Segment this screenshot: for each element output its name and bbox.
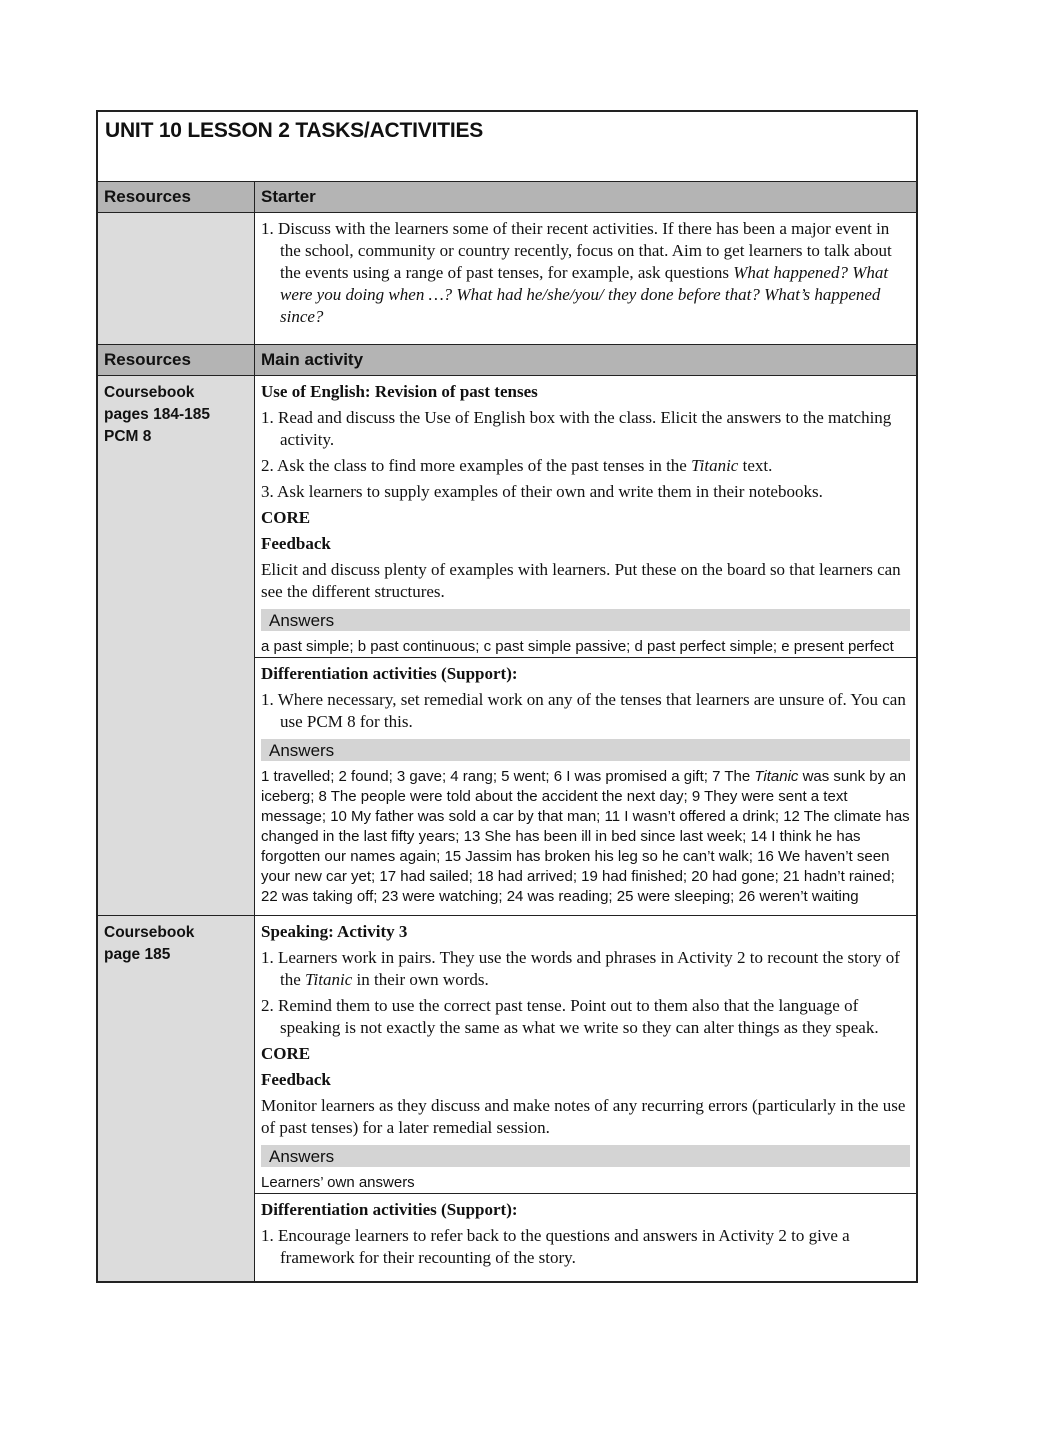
answers-part: was sunk by an iceberg; 8 The people were told about the accident the next day; 9 They were sent a text message; 10 My father was sold a car by that man; 11 I wasn’t offered a drink; 12 The climate has changed in the last fifty years; 13 She has been ill in bed since last week; 14 I think he has forgotten our names again; 15 Jassim has broken his leg so he can’t walk; 16 We haven’t seen your new car yet; 17 had sailed; 18 had arrived; 19 had finished; 20 had gone; 21 hadn’t rained; 22 was taking off; 23 were watching; 24 was reading; 25 were sleeping; 26 weren’t waiting [261,768,910,905]
item-text: 1. Learners work in pairs. They use the words and phrases in Activity 2 to recount the story of the [261,948,900,989]
core-label: CORE [261,1044,311,1063]
item-text: text. [738,456,773,475]
section-title: Use of English: Revision of past tenses [261,382,538,401]
resource-page: page 185 [104,946,171,963]
item-text: in their own words. [352,970,489,989]
use-of-english-section [255,376,917,916]
item-number: 1. [261,219,274,238]
item-italic: Titanic [691,456,739,475]
starter-body [255,213,917,345]
answers-bar: Answers [261,739,910,761]
feedback-label: Feedback [261,1070,331,1089]
feedback-text: Monitor learners as they discuss and make notes of any recurring errors (particularly in the use of past tenses) for a later remedial session. [261,1096,906,1137]
resource-coursebook: Coursebook [104,924,195,941]
feedback-label: Feedback [261,534,331,553]
core-label: CORE [261,508,311,527]
list-item: 2. Remind them to use the correct past tense. Point out to them also that the language of speaking is not exactly the same as what we write so they can alter things as they speak. [261,996,879,1037]
starter-header: Starter [255,182,917,213]
starter-item [261,218,910,328]
resources-header: Resources [98,345,255,376]
item-text: 2. Ask the class to find more examples of the past tenses in the [261,456,692,475]
answers-text: a past simple; b past continuous; c past simple passive; d past perfect simple; e present perfect [261,638,894,655]
list-item: 3. Ask learners to supply examples of their own and write them in their notebooks. [261,482,823,501]
starter-resources-cell [98,213,255,345]
section-title: Speaking: Activity 3 [261,922,408,941]
list-item: 1. Where necessary, set remedial work on any of the tenses that learners are unsure of. You can use PCM 8 for this. [261,690,906,731]
section-title: Differentiation activities (Support): [261,664,518,683]
answers-bar: Answers [261,609,910,631]
page-title: UNIT 10 LESSON 2 TASKS/ACTIVITIES [98,112,917,182]
main-resources-cell-1 [98,376,255,916]
list-item [261,455,910,477]
resource-pcm: PCM 8 [104,428,152,445]
starter-questions: What happened? What were you doing when …? What had he/she/you/ they done before that? What’s happened since? [280,263,889,326]
differentiation-support-1 [255,657,916,911]
section-title: Differentiation activities (Support): [261,1200,518,1219]
list-item: 1. Read and discuss the Use of English box with the class. Elicit the answers to the matching activity. [261,408,892,449]
resource-coursebook: Coursebook [104,384,195,401]
answers-text: Learners’ own answers [261,1174,415,1191]
feedback-text: Elicit and discuss plenty of examples with learners. Put these on the board so that learners can see the different structures. [261,560,901,601]
answers-text [261,767,910,907]
answers-italic: Titanic [754,768,799,785]
list-item [261,947,910,991]
resource-pages: pages 184-185 [104,406,210,423]
starter-text: Discuss with the learners some of their recent activities. If there has been a major event in the school, community or country recently, focus on that. Aim to get learners to talk about the events using a range of past tenses, for example, ask questions [278,219,892,282]
main-activity-header: Main activity [255,345,917,376]
item-italic: Titanic [305,970,353,989]
resources-header: Resources [98,182,255,213]
list-item: 1. Encourage learners to refer back to the questions and answers in Activity 2 to give a framework for their recounting of the story. [261,1226,850,1267]
lesson-plan-table [96,110,918,1283]
main-resources-cell-2 [98,916,255,1282]
answers-bar: Answers [261,1145,910,1167]
differentiation-support-2 [255,1193,916,1277]
speaking-section [255,916,917,1282]
answers-part: 1 travelled; 2 found; 3 gave; 4 rang; 5 went; 6 I was promised a gift; 7 The [261,768,755,785]
